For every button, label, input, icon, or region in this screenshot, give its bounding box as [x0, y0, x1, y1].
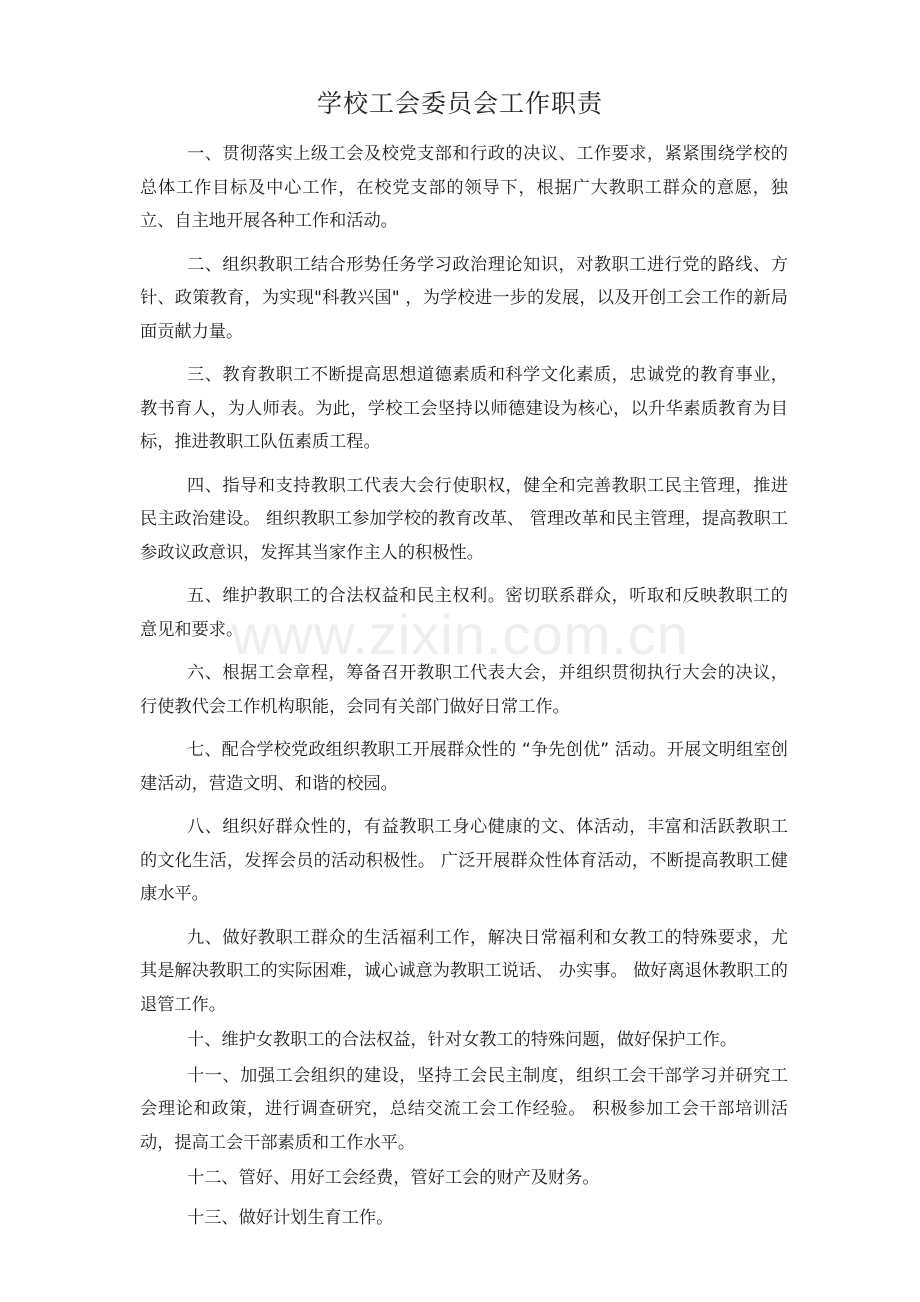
paragraph-7: 七、配合学校党政组织教职工开展群众性的 “争先创优” 活动。开展文明组室创建活动，营造文明、和谐的校园。 — [140, 740, 788, 794]
paragraph-8: 八、组织好群众性的，有益教职工身心健康的文、体活动，丰富和活跃教职工的文化生活，发挥会员的活动积极性。 广泛开展群众性体育活动，不断提高教职工健康水平。 — [140, 817, 788, 904]
paragraph-13: 十三、做好计划生育工作。 — [187, 1207, 394, 1228]
document-body — [140, 138, 788, 1235]
paragraph-5: 五、维护教职工的合法权益和民主权利。密切联系群众，听取和反映教职工的意见和要求。 — [140, 586, 788, 640]
document-title: 学校工会委员会工作职责 — [316, 89, 603, 118]
watermark: www.zixin.com.cn — [231, 603, 689, 666]
paragraph-2: 二、组织教职工结合形势任务学习政治理论知识，对教职工进行党的路线、方针、政策教育，为实现"科教兴国" ，为学校进一步的发展，以及开创工会工作的新局面贡献力量。 — [140, 254, 788, 342]
paragraph-3: 三、教育教职工不断提高思想道德素质和科学文化素质，忠诚党的教育事业，教书育人，为人师表。为此，学校工会坚持以师德建设为核心，以升华素质教育为目标，推进教职工队伍素质工程。 — [140, 365, 788, 452]
paragraph-10: 十、维护女教职工的合法权益，针对女教工的特殊问题，做好保护工作。 — [187, 1030, 738, 1050]
paragraph-6: 六、根据工会章程，筹备召开教职工代表大会，并组织贯彻执行大会的决议，行使教代会工作机构职能，会同有关部门做好日常工作。 — [140, 663, 788, 717]
paragraph-9: 九、做好教职工群众的生活福利工作，解决日常福利和女教工的特殊要求，尤其是解决教职工的实际困难，诚心诚意为教职工说话、 办实事。 做好离退休教职工的退管工作。 — [140, 927, 788, 1015]
paragraph-12: 十二、管好、用好工会经费，管好工会的财产及财务。 — [187, 1168, 600, 1188]
paragraph-11: 十一、加强工会组织的建设，坚持工会民主制度，组织工会干部学习并研究工会理论和政策，进行调查研究，总结交流工会工作经验。 积极参加工会干部培训活动，提高工会干部素质和工作水平。 — [140, 1065, 788, 1153]
paragraph-1: 一、贯彻落实上级工会及校党支部和行政的决议、工作要求，紧紧围绕学校的总体工作目标及中心工作，在校党支部的领导下，根据广大教职工群众的意愿，独立、自主地开展各种工作和活动。 — [140, 144, 788, 231]
paragraph-4: 四、指导和支持教职工代表大会行使职权，健全和完善教职工民主管理，推进民主政治建设。 组织教职工参加学校的教育改革、 管理改革和民主管理，提高教职工参政议政意识，发挥其当家作主人的积极性。 — [140, 475, 788, 563]
